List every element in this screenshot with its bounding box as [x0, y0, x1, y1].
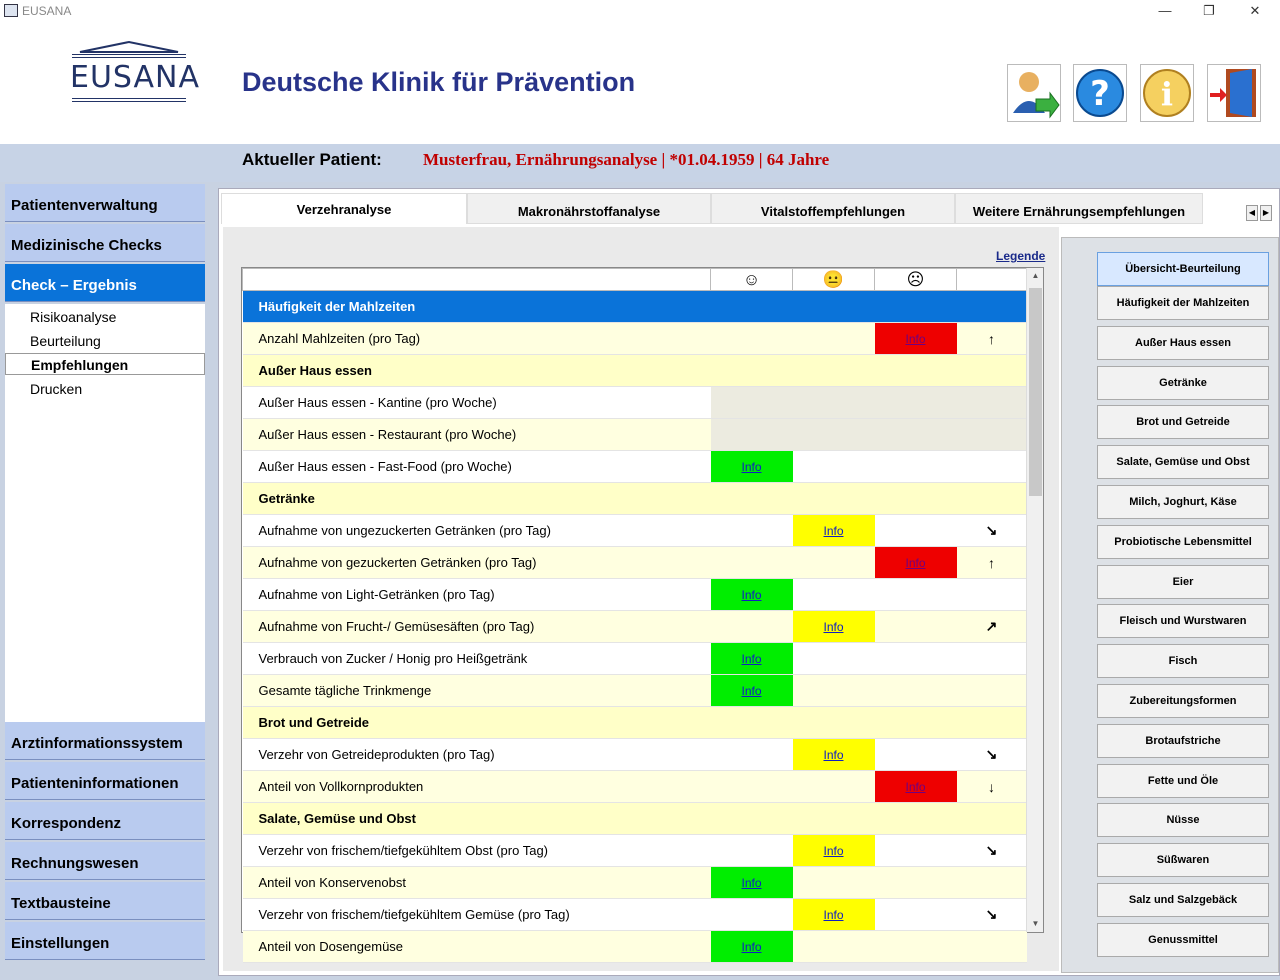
trend-arrow-icon: ↑	[957, 323, 1027, 355]
scroll-up-icon[interactable]: ▲	[1031, 271, 1040, 280]
table-row	[243, 323, 1027, 355]
info-link[interactable]: Info	[905, 332, 926, 346]
rating-cell	[711, 675, 793, 707]
section-title: Häufigkeit der Mahlzeiten	[243, 291, 1027, 323]
sub-navigation	[5, 304, 205, 722]
section-button-fleisch-und-wurstwaren[interactable]: Fleisch und Wurstwaren	[1097, 604, 1269, 638]
analysis-table	[242, 268, 1027, 963]
info-link[interactable]: Info	[741, 876, 762, 890]
row-label: Außer Haus essen - Restaurant (pro Woche)	[243, 419, 711, 451]
table-row	[243, 419, 1027, 451]
main-area	[210, 182, 1280, 980]
section-row	[243, 803, 1027, 835]
table-row	[243, 451, 1027, 483]
trend-arrow-icon: ↘	[957, 899, 1027, 931]
table-row	[243, 387, 1027, 419]
clinic-title: Deutsche Klinik für Prävention	[242, 67, 636, 97]
info-link[interactable]: Info	[741, 588, 762, 602]
logo-text: EUSANA	[70, 60, 200, 95]
section-button-genussmittel[interactable]: Genussmittel	[1097, 923, 1269, 957]
section-row	[243, 291, 1027, 323]
subnav-beurteilung[interactable]: Beurteilung	[30, 333, 101, 349]
row-label: Anteil von Vollkornprodukten	[243, 771, 711, 803]
trend-arrow-icon: ↘	[957, 835, 1027, 867]
section-button-haeufigkeit-der-mahlzeiten[interactable]: Häufigkeit der Mahlzeiten	[1097, 286, 1269, 320]
svg-text:?: ?	[1090, 74, 1110, 114]
rating-cell	[875, 323, 957, 355]
section-button-nuesse[interactable]: Nüsse	[1097, 803, 1269, 837]
trend-arrow-icon	[957, 675, 1027, 707]
verzehranalyse-content	[223, 227, 1059, 971]
rating-cell	[793, 611, 875, 643]
tab-makronaehrstoffanalyse[interactable]: Makronährstoffanalyse	[467, 193, 711, 224]
minimize-button[interactable]: —	[1158, 3, 1172, 18]
table-row	[243, 547, 1027, 579]
row-label: Gesamte tägliche Trinkmenge	[243, 675, 711, 707]
section-title: Salate, Gemüse und Obst	[243, 803, 1027, 835]
rating-cell	[793, 899, 875, 931]
left-navigation	[0, 182, 210, 980]
legend-link[interactable]: Legende	[996, 249, 1046, 263]
nav-medizinische-checks[interactable]: Medizinische Checks	[5, 224, 205, 262]
section-row	[243, 707, 1027, 739]
row-label: Aufnahme von Frucht-/ Gemüsesäften (pro Tag)	[243, 611, 711, 643]
info-link[interactable]: Info	[741, 460, 762, 474]
main-panel	[218, 188, 1280, 976]
rating-cell	[793, 739, 875, 771]
rating-cell	[875, 771, 957, 803]
scroll-thumb[interactable]	[1029, 288, 1042, 496]
section-button-zubereitungsformen[interactable]: Zubereitungsformen	[1097, 684, 1269, 718]
table-row	[243, 771, 1027, 803]
trend-arrow-icon: ↗	[957, 611, 1027, 643]
section-button-salate-gemuese-und-obst[interactable]: Salate, Gemüse und Obst	[1097, 445, 1269, 479]
rating-cell	[793, 835, 875, 867]
row-label: Aufnahme von gezuckerten Getränken (pro Tag)	[243, 547, 711, 579]
trend-arrow-icon	[957, 867, 1027, 899]
nav-rechnungswesen[interactable]: Rechnungswesen	[5, 842, 205, 880]
section-title: Brot und Getreide	[243, 707, 1027, 739]
table-row	[243, 931, 1027, 963]
tab-weitere-ernaehrungsempfehlungen[interactable]: Weitere Ernährungsempfehlungen	[955, 193, 1203, 224]
section-button-panel	[1061, 237, 1279, 973]
info-link[interactable]: Info	[741, 684, 762, 698]
trend-arrow-icon	[957, 451, 1027, 483]
section-button-eier[interactable]: Eier	[1097, 565, 1269, 599]
patient-bar	[0, 144, 1280, 182]
rating-cell	[875, 547, 957, 579]
info-link[interactable]: Info	[741, 940, 762, 954]
trend-arrow-icon: ↓	[957, 771, 1027, 803]
analysis-grid	[241, 267, 1044, 954]
section-button-uebersicht-beurteilung[interactable]: Übersicht-Beurteilung	[1097, 252, 1269, 286]
row-label: Verzehr von frischem/tiefgekühltem Obst (pro Tag)	[243, 835, 711, 867]
info-link[interactable]: Info	[823, 620, 844, 634]
table-header-row	[243, 269, 1027, 291]
title-bar	[0, 0, 1280, 22]
rating-cell	[711, 931, 793, 963]
section-button-ausser-haus-essen[interactable]: Außer Haus essen	[1097, 326, 1269, 360]
patient-label: Aktueller Patient:	[242, 150, 382, 169]
close-button[interactable]: ✕	[1249, 3, 1261, 18]
grid-scrollbar[interactable]	[1026, 268, 1043, 932]
row-label: Anteil von Dosengemüse	[243, 931, 711, 963]
header	[0, 22, 1280, 144]
restore-button[interactable]: ❐	[1203, 3, 1215, 18]
trend-arrow-icon	[957, 643, 1027, 675]
row-label: Außer Haus essen - Kantine (pro Woche)	[243, 387, 711, 419]
smiley-neutral-icon: 😐	[793, 269, 875, 291]
subnav-drucken[interactable]: Drucken	[30, 381, 83, 397]
section-title: Getränke	[243, 483, 1027, 515]
row-label: Aufnahme von ungezuckerten Getränken (pro Tag)	[243, 515, 711, 547]
rating-cell	[793, 515, 875, 547]
row-label: Verbrauch von Zucker / Honig pro Heißgetränk	[243, 643, 711, 675]
table-row	[243, 675, 1027, 707]
section-title: Außer Haus essen	[243, 355, 1027, 387]
trend-arrow-icon	[957, 579, 1027, 611]
trend-arrow-icon: ↑	[957, 547, 1027, 579]
nav-arztinformationssystem[interactable]: Arztinformationssystem	[5, 722, 205, 760]
table-row	[243, 579, 1027, 611]
nav-textbausteine[interactable]: Textbausteine	[5, 882, 205, 920]
info-link[interactable]: Info	[823, 844, 844, 858]
window-title: EUSANA	[22, 4, 72, 18]
subnav-risikoanalyse[interactable]: Risikoanalyse	[30, 309, 117, 325]
trend-arrow-icon: ↘	[957, 515, 1027, 547]
section-button-salz-und-salzgebaeck[interactable]: Salz und Salzgebäck	[1097, 883, 1269, 917]
row-label: Anzahl Mahlzeiten (pro Tag)	[243, 323, 711, 355]
logo-roof-icon	[80, 42, 178, 52]
section-button-fisch[interactable]: Fisch	[1097, 644, 1269, 678]
tab-scroll-right-icon[interactable]: ▶	[1260, 205, 1272, 221]
rating-cell	[711, 643, 793, 675]
section-row	[243, 355, 1027, 387]
table-row	[243, 739, 1027, 771]
table-row	[243, 643, 1027, 675]
subnav-empfehlungen[interactable]: Empfehlungen	[5, 353, 205, 375]
info-link[interactable]: Info	[823, 524, 844, 538]
section-button-probiotische-lebensmittel[interactable]: Probiotische Lebensmittel	[1097, 525, 1269, 559]
trend-arrow-icon: ↘	[957, 739, 1027, 771]
section-row	[243, 483, 1027, 515]
rating-cell	[711, 867, 793, 899]
info-link[interactable]: Info	[823, 908, 844, 922]
section-button-milch-joghurt-kaese[interactable]: Milch, Joghurt, Käse	[1097, 485, 1269, 519]
table-row	[243, 867, 1027, 899]
rating-cell	[711, 579, 793, 611]
row-label: Anteil von Konservenobst	[243, 867, 711, 899]
tab-verzehranalyse[interactable]: Verzehranalyse	[221, 193, 467, 224]
table-row	[243, 515, 1027, 547]
rating-cell	[711, 451, 793, 483]
row-label: Außer Haus essen - Fast-Food (pro Woche)	[243, 451, 711, 483]
info-link[interactable]: Info	[905, 556, 926, 570]
section-button-brot-und-getreide[interactable]: Brot und Getreide	[1097, 405, 1269, 439]
nav-check-ergebnis[interactable]: Check – Ergebnis	[5, 264, 205, 302]
smiley-happy-icon: ☺	[711, 269, 793, 291]
info-link[interactable]: Info	[823, 748, 844, 762]
info-link[interactable]: Info	[905, 780, 926, 794]
info-icon[interactable]	[1140, 64, 1194, 122]
nav-patientenverwaltung[interactable]: Patientenverwaltung	[5, 184, 205, 222]
nav-patienteninformationen[interactable]: Patienteninformationen	[5, 762, 205, 800]
nav-korrespondenz[interactable]: Korrespondenz	[5, 802, 205, 840]
eusana-logo	[70, 42, 200, 108]
tab-vitalstoffempfehlungen[interactable]: Vitalstoffempfehlungen	[711, 193, 955, 224]
svg-text:i: i	[1160, 75, 1174, 113]
exit-door-icon[interactable]	[1207, 64, 1261, 122]
tab-scroll-left-icon[interactable]: ◀	[1246, 205, 1258, 221]
patient-value: Musterfrau, Ernährungsanalyse | *01.04.1959 | 64 Jahre	[423, 150, 830, 169]
row-label: Verzehr von Getreideprodukten (pro Tag)	[243, 739, 711, 771]
table-row	[243, 899, 1027, 931]
section-button-fette-und-oele[interactable]: Fette und Öle	[1097, 764, 1269, 798]
section-button-suesswaren[interactable]: Süßwaren	[1097, 843, 1269, 877]
table-row	[243, 611, 1027, 643]
info-link[interactable]: Info	[741, 652, 762, 666]
row-label: Verzehr von frischem/tiefgekühltem Gemüse (pro Tag)	[243, 899, 711, 931]
row-label: Aufnahme von Light-Getränken (pro Tag)	[243, 579, 711, 611]
smiley-sad-icon: ☹	[875, 269, 957, 291]
user-switch-icon[interactable]	[1007, 64, 1061, 122]
scroll-down-icon[interactable]: ▼	[1031, 919, 1040, 928]
nav-einstellungen[interactable]: Einstellungen	[5, 922, 205, 960]
section-button-brotaufstriche[interactable]: Brotaufstriche	[1097, 724, 1269, 758]
section-button-getraenke[interactable]: Getränke	[1097, 366, 1269, 400]
trend-arrow-icon	[957, 931, 1027, 963]
app-icon	[4, 4, 18, 17]
help-icon[interactable]	[1073, 64, 1127, 122]
table-row	[243, 835, 1027, 867]
